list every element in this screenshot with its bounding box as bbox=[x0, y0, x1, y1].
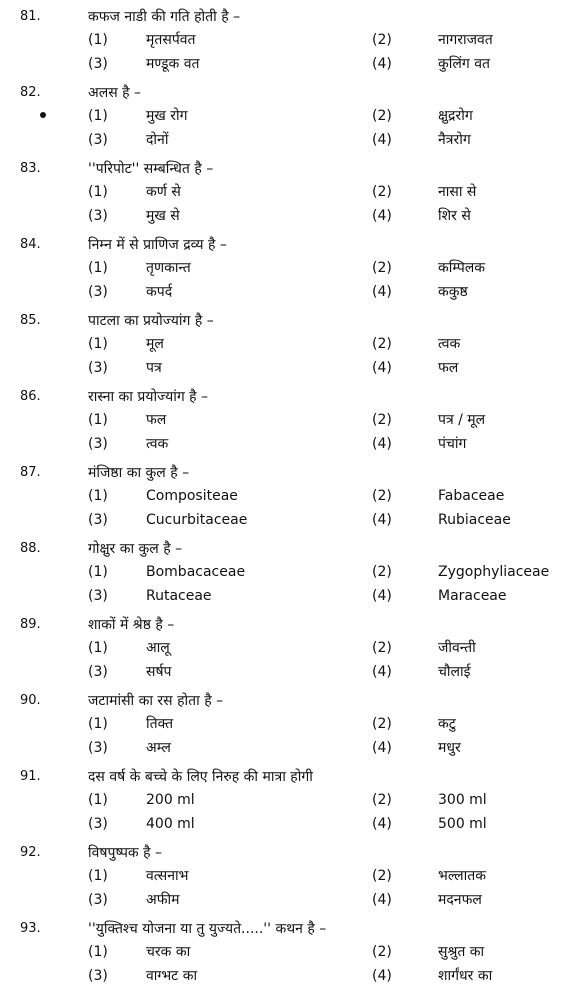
option-number: (1) bbox=[88, 108, 108, 124]
question-stem: जटामांसी का रस होता है – bbox=[88, 693, 224, 709]
option-text: जीवन्ती bbox=[438, 640, 476, 656]
option-text: 200 ml bbox=[146, 792, 195, 808]
option-number: (4) bbox=[372, 816, 392, 832]
option-text: चरक का bbox=[146, 944, 191, 960]
option-number: (2) bbox=[372, 260, 392, 276]
option-number: (2) bbox=[372, 184, 392, 200]
option-text: मृतसर्पवत bbox=[146, 32, 196, 48]
option-text: फल bbox=[146, 412, 167, 428]
option-text: दोनों bbox=[146, 132, 169, 148]
option-number: (3) bbox=[88, 284, 108, 300]
option-text: त्वक bbox=[438, 336, 461, 352]
question-stem: दस वर्ष के बच्चे के लिए निरुह की मात्रा होगी bbox=[88, 769, 313, 785]
question-stem: रास्ना का प्रयोज्यांग है – bbox=[88, 389, 209, 405]
option-text: Compositeae bbox=[146, 488, 238, 504]
option-text: पत्र bbox=[146, 360, 162, 376]
option-number: (1) bbox=[88, 868, 108, 884]
option-text: कपर्द bbox=[146, 284, 173, 300]
question-stem: पाटला का प्रयोज्यांग है – bbox=[88, 313, 214, 329]
option-text: कर्ण से bbox=[146, 184, 181, 200]
question-number: 92. bbox=[20, 845, 41, 860]
option-number: (4) bbox=[372, 512, 392, 528]
option-number: (2) bbox=[372, 716, 392, 732]
option-number: (4) bbox=[372, 740, 392, 756]
option-number: (1) bbox=[88, 792, 108, 808]
option-number: (3) bbox=[88, 740, 108, 756]
question-item bbox=[0, 918, 586, 994]
option-number: (1) bbox=[88, 260, 108, 276]
option-text: सुश्रुत का bbox=[438, 944, 485, 960]
option-number: (3) bbox=[88, 968, 108, 984]
option-number: (4) bbox=[372, 56, 392, 72]
option-number: (3) bbox=[88, 664, 108, 680]
option-number: (2) bbox=[372, 336, 392, 352]
option-number: (1) bbox=[88, 336, 108, 352]
question-stem: विषपुष्पक है – bbox=[88, 845, 163, 861]
option-number: (2) bbox=[372, 108, 392, 124]
option-number: (3) bbox=[88, 816, 108, 832]
option-text: Bombacaceae bbox=[146, 564, 246, 580]
question-item bbox=[0, 690, 586, 766]
option-number: (1) bbox=[88, 716, 108, 732]
option-text: मदनफल bbox=[438, 892, 482, 908]
question-item bbox=[0, 462, 586, 538]
option-text: मुख से bbox=[146, 208, 180, 224]
option-text: Rutaceae bbox=[146, 588, 212, 604]
question-number: 89. bbox=[20, 617, 41, 632]
option-number: (2) bbox=[372, 412, 392, 428]
question-stem: निम्न में से प्राणिज द्रव्य है – bbox=[88, 237, 227, 253]
option-number: (1) bbox=[88, 564, 108, 580]
question-number: 83. bbox=[20, 161, 41, 176]
option-text: अम्ल bbox=[146, 740, 171, 756]
option-text: शिर से bbox=[438, 208, 471, 224]
question-number: 84. bbox=[20, 237, 41, 252]
question-item bbox=[0, 538, 586, 614]
question-stem: शाकों में श्रेष्ठ है – bbox=[88, 617, 175, 633]
option-number: (3) bbox=[88, 208, 108, 224]
question-stem: अलस है – bbox=[88, 85, 141, 101]
option-number: (2) bbox=[372, 792, 392, 808]
option-number: (1) bbox=[88, 412, 108, 428]
question-list bbox=[0, 6, 586, 994]
option-number: (3) bbox=[88, 512, 108, 528]
option-number: (4) bbox=[372, 360, 392, 376]
question-number: 91. bbox=[20, 769, 41, 784]
question-item bbox=[0, 310, 586, 386]
option-text: 500 ml bbox=[438, 816, 487, 832]
option-number: (1) bbox=[88, 640, 108, 656]
option-text: आलू bbox=[146, 640, 170, 656]
option-number: (3) bbox=[88, 588, 108, 604]
option-text: शार्गंधर का bbox=[438, 968, 493, 984]
question-stem: ''परिपोट'' सम्बन्धित है – bbox=[88, 161, 214, 177]
option-number: (2) bbox=[372, 944, 392, 960]
option-text: मण्डूक वत bbox=[146, 56, 200, 72]
option-number: (4) bbox=[372, 284, 392, 300]
question-item bbox=[0, 842, 586, 918]
option-text: 300 ml bbox=[438, 792, 487, 808]
option-text: फल bbox=[438, 360, 459, 376]
question-number: 81. bbox=[20, 9, 41, 24]
option-text: Maraceae bbox=[438, 588, 507, 604]
option-text: मधुर bbox=[438, 740, 461, 756]
option-text: मुख रोग bbox=[146, 108, 188, 124]
option-text: क्षुद्ररोग bbox=[438, 108, 473, 124]
option-number: (1) bbox=[88, 32, 108, 48]
question-item bbox=[0, 386, 586, 462]
question-item bbox=[0, 158, 586, 234]
option-number: (4) bbox=[372, 892, 392, 908]
option-number: (3) bbox=[88, 436, 108, 452]
option-text: चौलाई bbox=[438, 664, 471, 680]
option-text: नैत्ररोग bbox=[438, 132, 471, 148]
option-number: (1) bbox=[88, 184, 108, 200]
option-text: ककुष्ठ bbox=[438, 284, 468, 300]
option-text: कम्पिलक bbox=[438, 260, 486, 276]
option-number: (1) bbox=[88, 488, 108, 504]
option-text: Fabaceae bbox=[438, 488, 505, 504]
option-text: वाग्भट का bbox=[146, 968, 198, 984]
question-number: 82. bbox=[20, 85, 41, 100]
option-number: (4) bbox=[372, 588, 392, 604]
question-item bbox=[0, 766, 586, 842]
question-number: 86. bbox=[20, 389, 41, 404]
option-text: पत्र / मूल bbox=[438, 412, 486, 428]
option-number: (3) bbox=[88, 56, 108, 72]
option-number: (2) bbox=[372, 32, 392, 48]
question-number: 87. bbox=[20, 465, 41, 480]
option-text: Zygophyliaceae bbox=[438, 564, 550, 580]
option-number: (2) bbox=[372, 868, 392, 884]
option-number: (3) bbox=[88, 132, 108, 148]
option-text: तिक्त bbox=[146, 716, 174, 732]
option-text: पंचांग bbox=[438, 436, 467, 452]
option-number: (4) bbox=[372, 436, 392, 452]
option-text: Cucurbitaceae bbox=[146, 512, 248, 528]
question-number: 90. bbox=[20, 693, 41, 708]
question-stem: ''युक्तिश्च योजना या तु युज्यते.....'' कथन है – bbox=[88, 921, 327, 937]
question-item bbox=[0, 6, 586, 82]
question-stem: कफज नाडी की गति होती है – bbox=[88, 9, 241, 25]
option-text: 400 ml bbox=[146, 816, 195, 832]
option-text: कटु bbox=[438, 716, 456, 732]
bullet-mark bbox=[40, 112, 46, 118]
question-stem: मंजिष्ठा का कुल है – bbox=[88, 465, 190, 481]
question-number: 93. bbox=[20, 921, 41, 936]
option-text: वत्सनाभ bbox=[146, 868, 189, 884]
option-number: (3) bbox=[88, 892, 108, 908]
question-number: 88. bbox=[20, 541, 41, 556]
option-number: (2) bbox=[372, 488, 392, 504]
option-text: सर्षप bbox=[146, 664, 172, 680]
option-number: (3) bbox=[88, 360, 108, 376]
option-text: तृणकान्त bbox=[146, 260, 191, 276]
option-text: Rubiaceae bbox=[438, 512, 511, 528]
option-text: भल्लातक bbox=[438, 868, 487, 884]
option-number: (4) bbox=[372, 208, 392, 224]
question-item bbox=[0, 82, 586, 158]
question-item bbox=[0, 614, 586, 690]
option-number: (4) bbox=[372, 132, 392, 148]
question-stem: गोक्षुर का कुल है – bbox=[88, 541, 183, 557]
option-text: कुलिंग वत bbox=[438, 56, 490, 72]
question-item bbox=[0, 234, 586, 310]
option-text: त्वक bbox=[146, 436, 169, 452]
question-number: 85. bbox=[20, 313, 41, 328]
option-number: (2) bbox=[372, 564, 392, 580]
option-number: (1) bbox=[88, 944, 108, 960]
option-text: नागराजवत bbox=[438, 32, 493, 48]
option-number: (4) bbox=[372, 664, 392, 680]
option-text: मूल bbox=[146, 336, 164, 352]
option-number: (4) bbox=[372, 968, 392, 984]
option-number: (2) bbox=[372, 640, 392, 656]
option-text: अफीम bbox=[146, 892, 180, 908]
option-text: नासा से bbox=[438, 184, 477, 200]
